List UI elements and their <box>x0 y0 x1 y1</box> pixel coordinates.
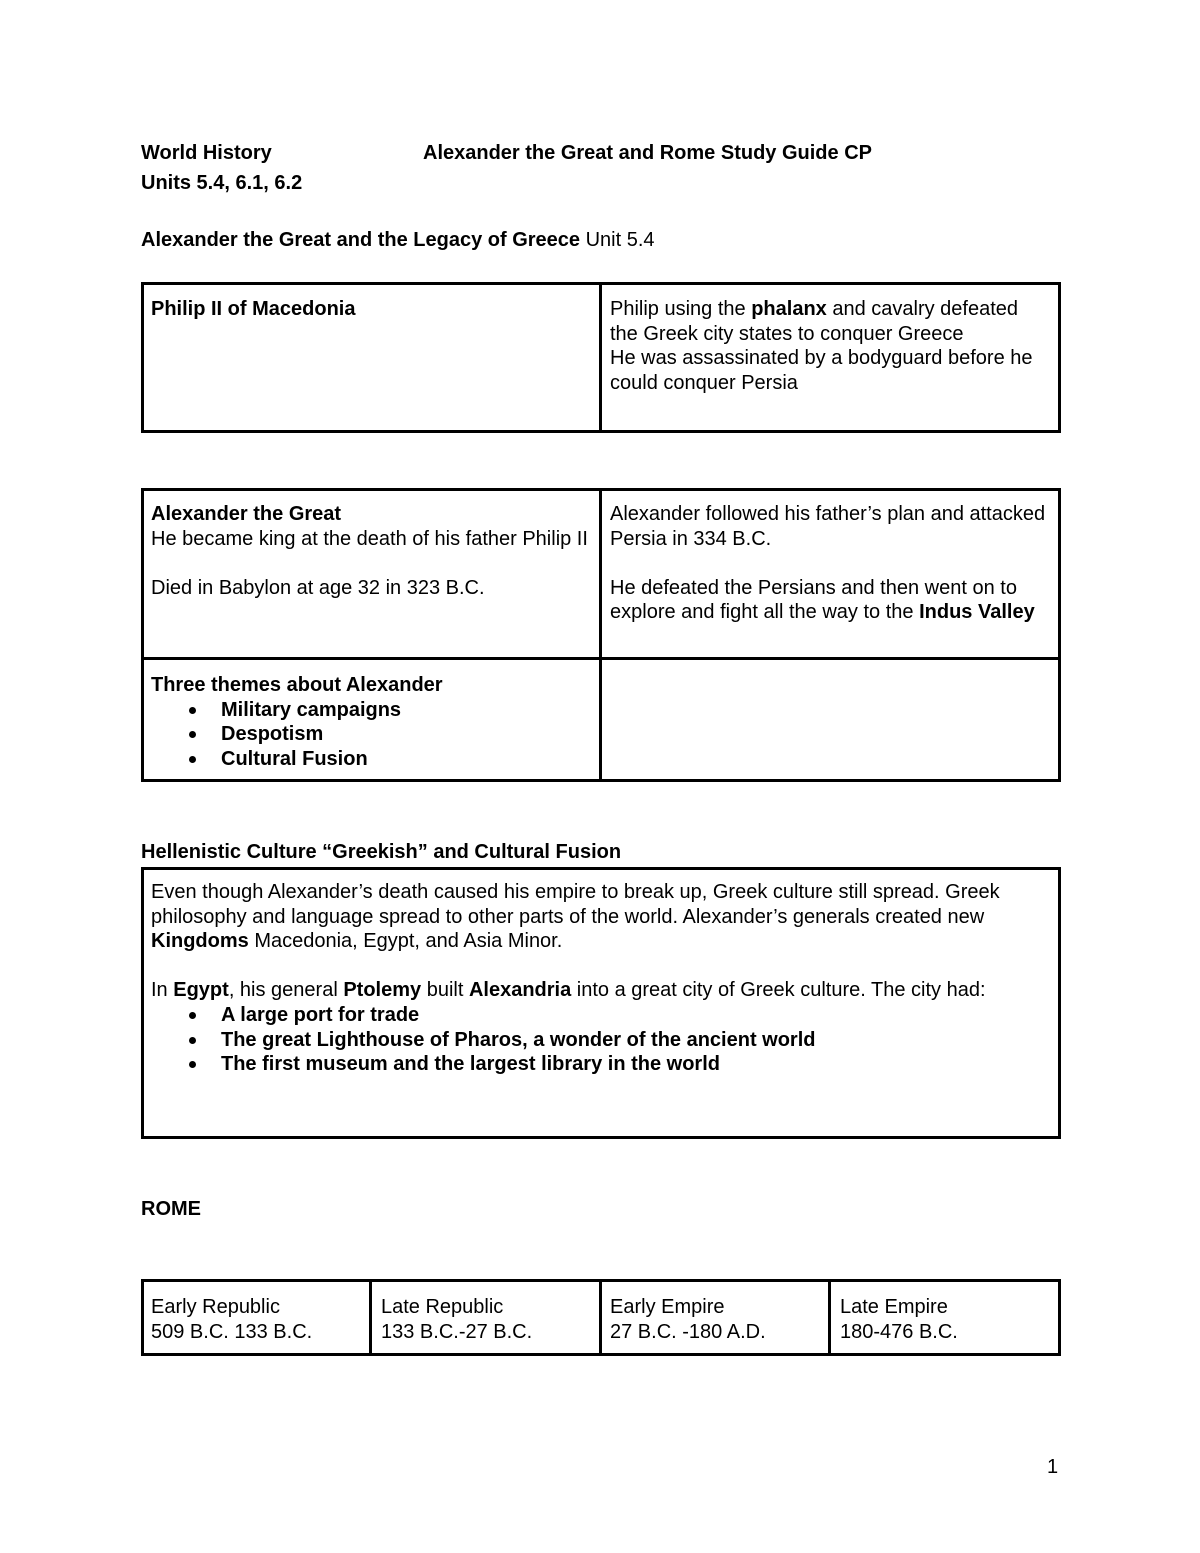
page-title: Alexander the Great and Rome Study Guide CP <box>423 142 872 164</box>
alexander-label: Alexander the Great <box>151 503 342 525</box>
list-item: Military campaigns <box>151 698 591 723</box>
table-divider <box>599 488 602 782</box>
list-item: Cultural Fusion <box>151 747 591 772</box>
egypt-term: Egypt <box>173 979 229 1002</box>
kingdoms-term: Kingdoms <box>151 930 249 953</box>
table-divider <box>828 1279 831 1356</box>
p1-text: Even though Alexander’s death caused his empire to break up, Greek culture still spread. Greek philosophy and language spread to other parts of the world. Alexander’s generals created new <box>151 881 1000 928</box>
hellenistic-paragraph-1 <box>151 880 1046 954</box>
ptolemy-term: Ptolemy <box>343 979 422 1002</box>
philip-label: Philip II of Macedonia <box>151 298 356 320</box>
period-name: Early Republic <box>151 1296 280 1318</box>
period-dates: 27 B.C. -180 A.D. <box>610 1320 766 1343</box>
period-name: Late Empire <box>840 1296 948 1318</box>
section-heading-hellenistic: Hellenistic Culture “Greekish” and Cultural Fusion <box>141 841 622 863</box>
alexander-right-cell <box>610 502 1050 625</box>
section-heading-greece <box>141 228 655 253</box>
philip-phalanx: phalanx <box>751 298 827 320</box>
period-name: Early Empire <box>610 1296 725 1318</box>
page-number: 1 <box>1047 1456 1059 1478</box>
list-item: Despotism <box>151 722 591 747</box>
alexander-persia: Alexander followed his father’s plan and attacked Persia in 334 B.C. <box>610 503 1046 550</box>
alexandria-term: Alexandria <box>468 979 572 1002</box>
themes-label: Three themes about Alexander <box>151 674 443 696</box>
rome-period-cell <box>610 1295 822 1344</box>
table-row-divider <box>141 657 1061 660</box>
rome-period-cell <box>381 1295 593 1344</box>
alexander-death: Died in Babylon at age 32 in 323 B.C. <box>151 576 485 599</box>
themes-list <box>151 698 591 772</box>
p2-text: In <box>151 979 174 1002</box>
table-divider <box>369 1279 372 1356</box>
alexander-king: He became king at the death of his father Philip II <box>151 527 588 550</box>
list-item: The great Lighthouse of Pharos, a wonder of the ancient world <box>151 1028 1046 1053</box>
list-item: A large port for trade <box>151 1003 1046 1028</box>
section-unit: Unit 5.4 <box>585 229 655 251</box>
alexander-indus-text: He defeated the Persians and then went on to explore and fight all the way to the <box>610 576 1017 624</box>
table-divider <box>599 282 602 433</box>
course-name: World History <box>141 142 272 164</box>
alexandria-features-list <box>151 1003 1046 1077</box>
list-item: The first museum and the largest library in the world <box>151 1052 1046 1077</box>
rome-period-cell <box>840 1295 1052 1344</box>
period-dates: 180-476 B.C. <box>840 1320 958 1343</box>
hellenistic-paragraph-2 <box>151 978 1046 1003</box>
p1-text: Macedonia, Egypt, and Asia Minor. <box>248 930 563 953</box>
alexander-indus <box>610 576 1050 625</box>
p2-text: , his general <box>228 979 344 1002</box>
philip-description <box>610 297 1050 395</box>
table-divider <box>599 1279 602 1356</box>
philip-desc-part: Philip using the <box>610 298 752 320</box>
philip-desc-part: and cavalry defeated the Greek city states to conquer Greece <box>610 298 1019 345</box>
units-label: Units 5.4, 6.1, 6.2 <box>141 172 303 194</box>
p2-text: into a great city of Greek culture. The city had: <box>571 979 986 1002</box>
rome-period-cell <box>151 1295 363 1344</box>
hellenistic-content <box>151 880 1046 1077</box>
period-name: Late Republic <box>381 1296 504 1318</box>
period-dates: 509 B.C. 133 B.C. <box>151 1320 313 1343</box>
section-heading-text: Alexander the Great and the Legacy of Greece <box>141 229 581 251</box>
indus-valley: Indus Valley <box>919 601 1035 624</box>
period-dates: 133 B.C.-27 B.C. <box>381 1320 533 1343</box>
p2-text: built <box>421 979 469 1002</box>
alexander-left-cell <box>151 502 591 600</box>
philip-assassination: He was assassinated by a bodyguard before he could conquer Persia <box>610 347 1033 394</box>
themes-cell <box>151 673 591 771</box>
section-heading-rome: ROME <box>141 1198 201 1220</box>
